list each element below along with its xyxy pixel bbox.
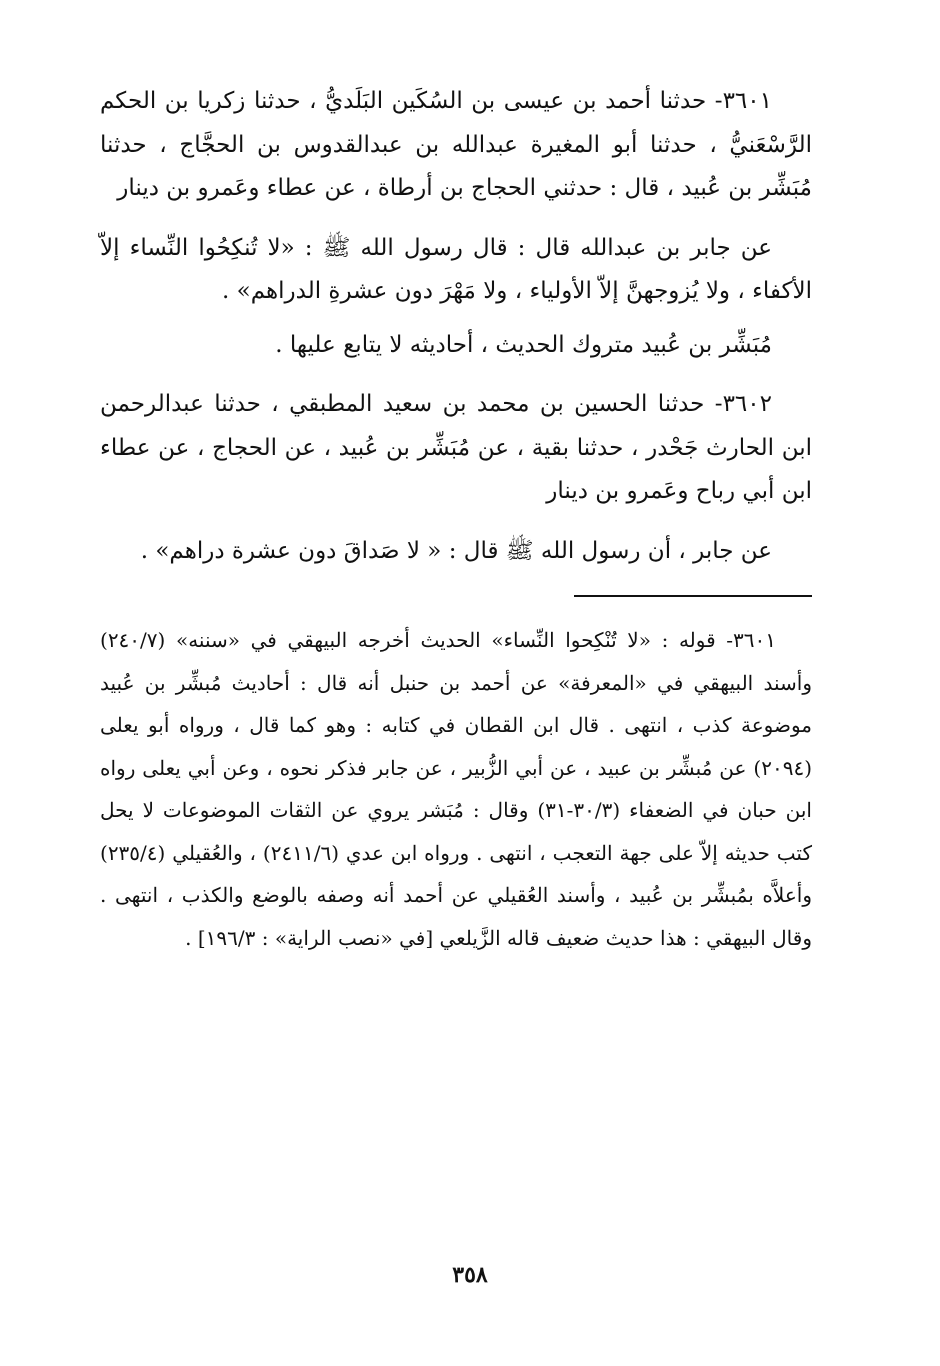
hadith-3601-isnad: ٣٦٠١- حدثنا أحمد بن عيسى بن السُكَين البَلَديُّ ، حدثنا زكريا بن الحكم الرَّسْعَنيُّ ، حدثنا أبو المغيرة عبدالله بن عبدالقدوس بن الحجَّاج ، حدثنا مُبَشِّر بن عُبيد ، قال : حدثني الحجاج بن أرطاة ، عن عطاء وعَمرو بن دينار [100, 88, 812, 201]
page-body [100, 80, 812, 959]
hadith-3601-note: مُبَشِّر بن عُبيد متروك الحديث ، أحاديثه لا يتابع عليها . [275, 331, 772, 358]
page-number: ٣٥٨ [452, 1262, 488, 1288]
hadith-3602-matn: عن جابر ، أن رسول الله ﷺ قال : « لا صَداقَ دون عشرة دراهم» . [140, 537, 772, 564]
footnote-separator [574, 595, 812, 597]
footnote-3601: ٣٦٠١- قوله : «لا تُنْكِحوا النِّساء» الحديث أخرجه البيهقي في «سننه» (٢٤٠/٧) وأسند البيهقي في «المعرفة» عن أحمد بن حنبل أنه قال : أحاديث مُبشِّر بن عُبيد موضوعة كذب ، انتهى . قال ابن القطان في كتابه : وهو كما قال ، ورواه أبو يعلى (٢٠٩٤) عن مُبشِّر بن عبيد ، عن أبي الزُّبير ، عن جابر فذكر نحوه ، وعن أبي يعلى رواه ابن حبان في الضعفاء (٣٠/٣-٣١) وقال : مُبَشر يروي عن الثقات الموضوعات لا يحل كتب حديثه إلاّ على جهة التعجب ، انتهى . ورواه ابن عدي (٢٤١١/٦) ، والعُقيلي (٢٣٥/٤) وأعلاَّه بمُبشِّر بن عُبيد ، وأسند العُقيلي عن أحمد أنه وصفه بالوضع والكذب ، انتهى . وقال البيهقي : هذا حديث ضعيف قاله الزَّيلعي [في «نصب الراية» : ١٩٦/٣] . [100, 628, 812, 950]
hadith-3601-matn: عن جابر بن عبدالله قال : قال رسول الله ﷺ : «لا تُنكِحُوا النِّساء إلاّ الأكفاء ، ولا يُزوجهنَّ إلاّ الأولياء ، ولا مَهْرَ دون عشرةِ الدراهم» . [100, 234, 812, 304]
hadith-3602-isnad: ٣٦٠٢- حدثنا الحسين بن محمد بن سعيد المطبقي ، حدثنا عبدالرحمن ابن الحارث جَحْدر ، حدثنا بقية ، عن مُبَشِّر بن عُبيد ، عن الحجاج ، عن عطاء ابن أبي رباح وعَمرو بن دينار [100, 391, 812, 504]
